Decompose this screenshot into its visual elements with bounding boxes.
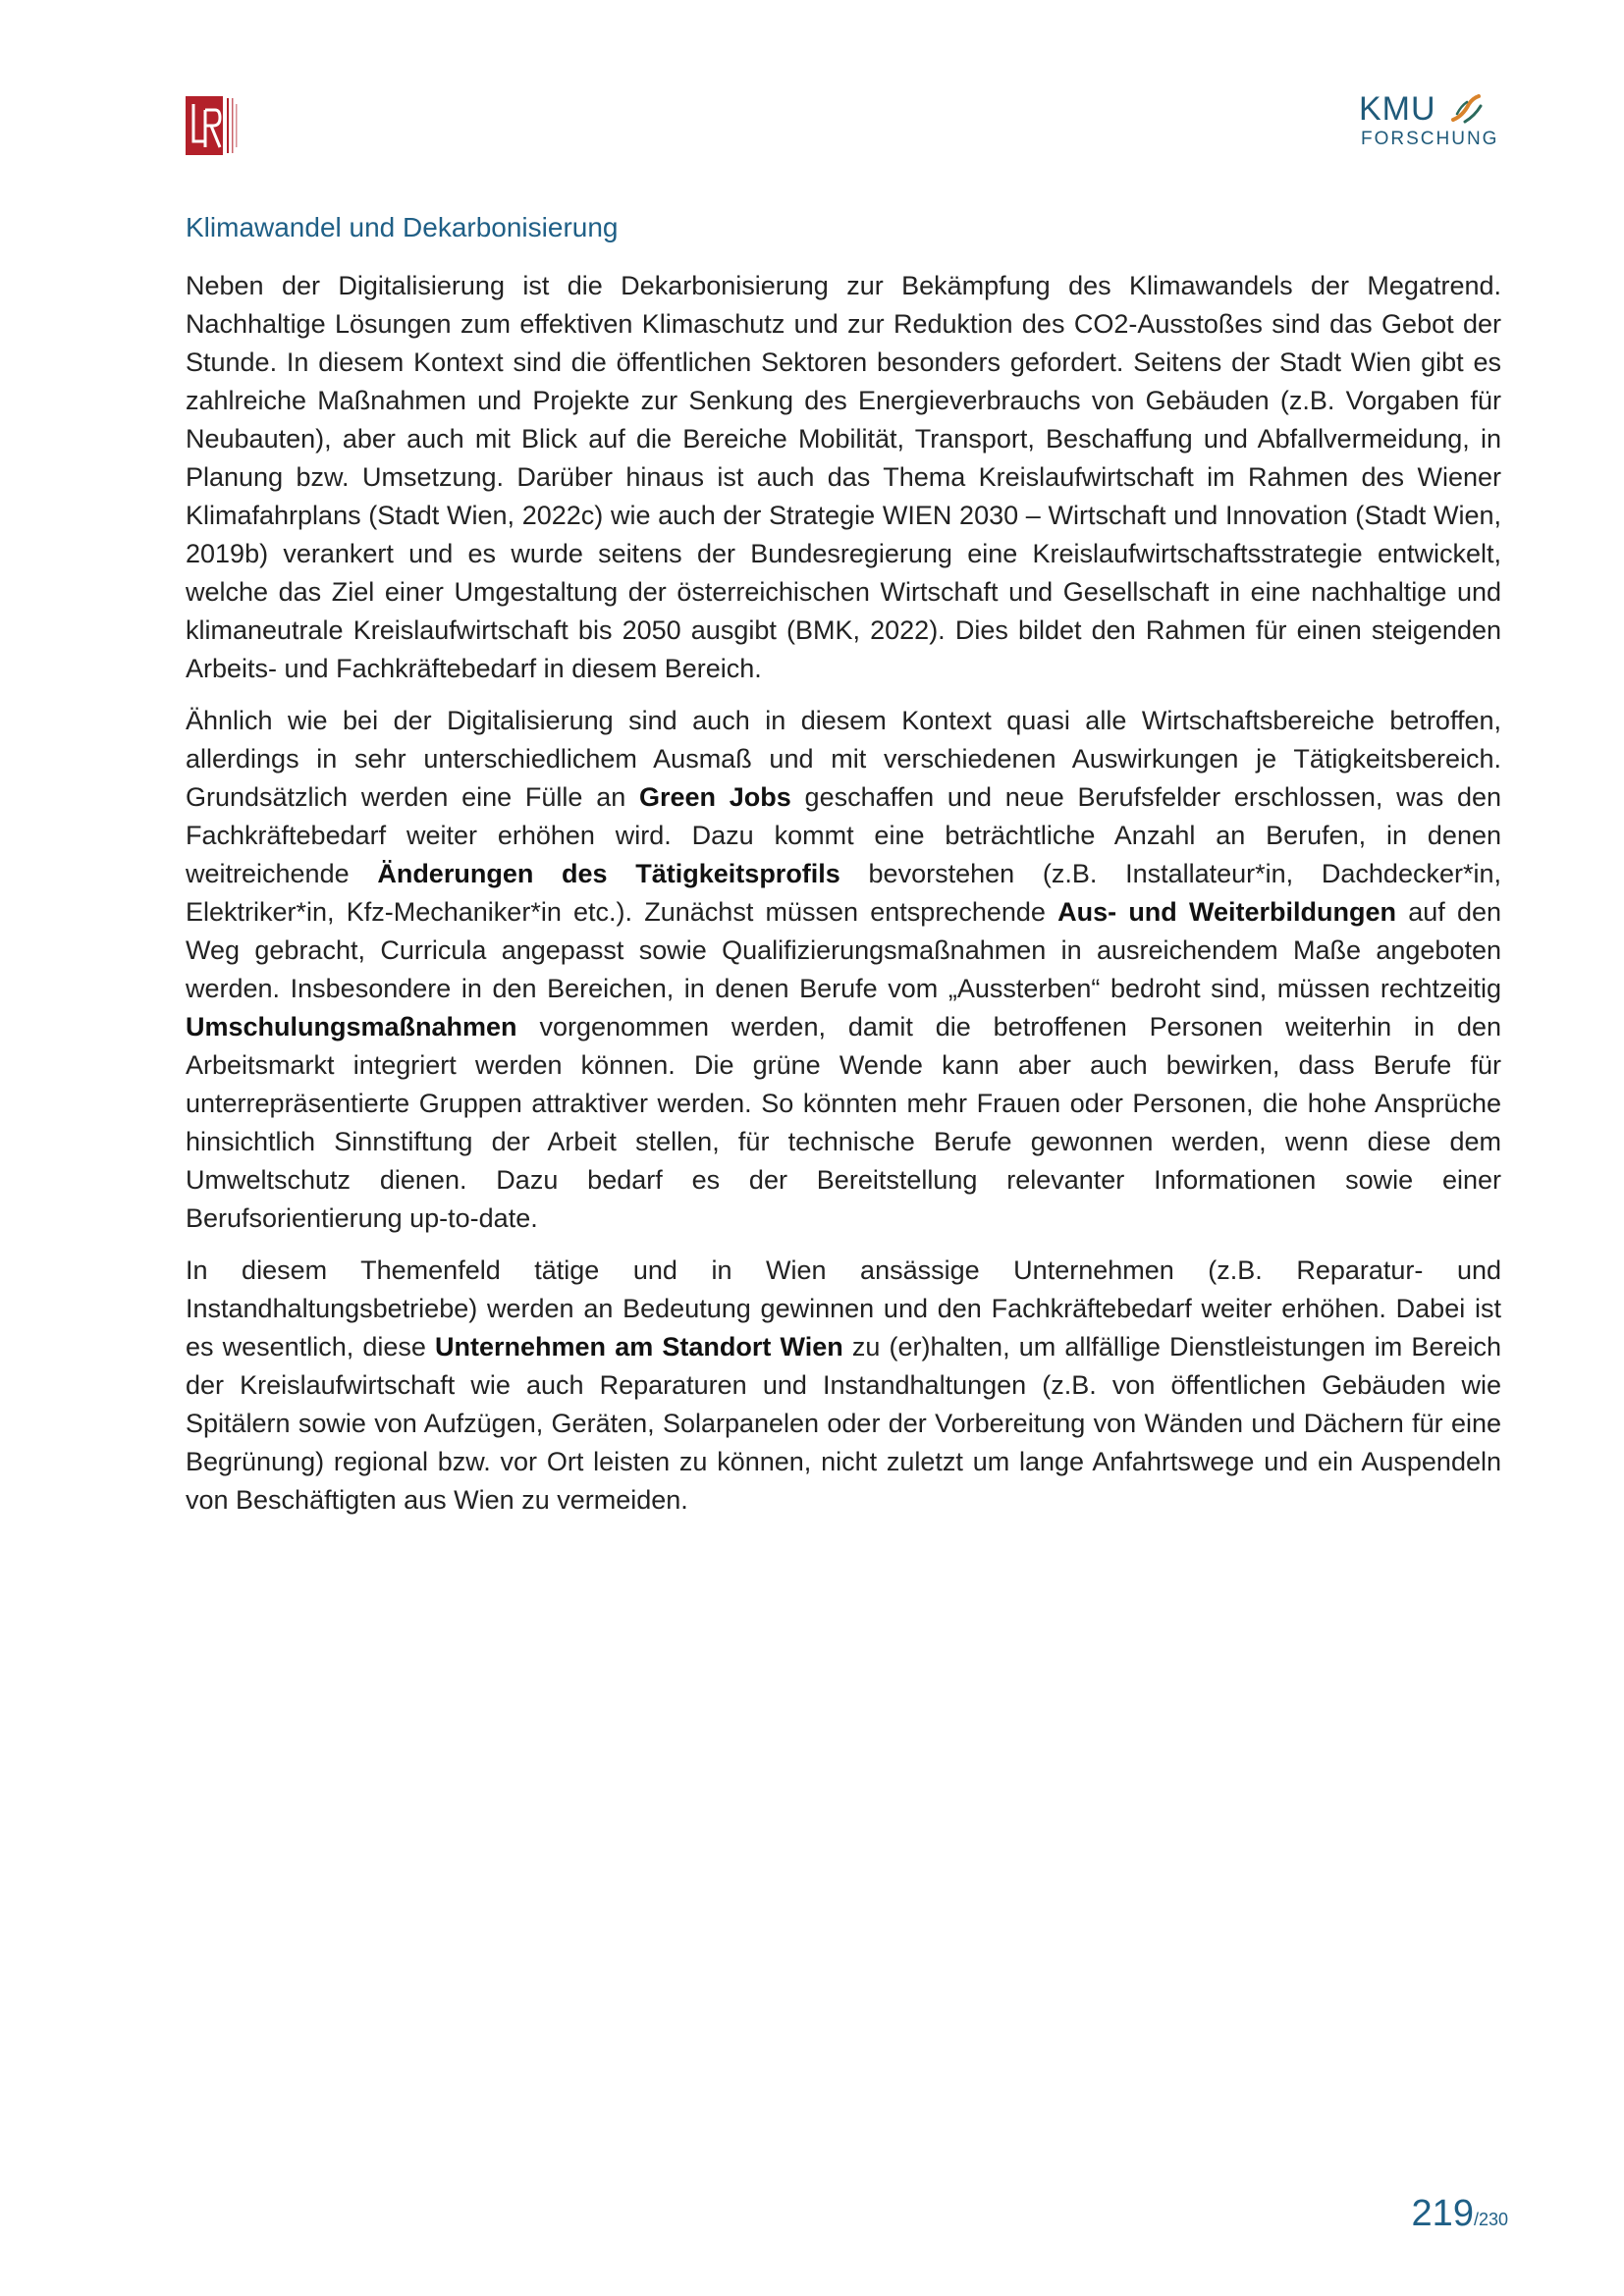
main-content [186, 208, 1501, 1533]
paragraph-2-text-2: geschaffen und neue Berufsfelder erschlossen, was den Fachkräftebedarf weiter erhöhen wird. Dazu kommt eine beträchtliche Anzahl an Berufen, in denen weitreichende [186, 782, 1501, 888]
paragraph-2-text-4: auf den Weg gebracht, Curricula angepasst sowie Qualifizierungsmaßnahmen in ausreichendem Maße angeboten werden. Insbesondere in den Bereichen, in denen Berufe vom „Aussterben“ bedroht sind, müssen rechtzeitig [186, 897, 1501, 1003]
page-number [1412, 2195, 1508, 2232]
paragraph-2 [186, 702, 1501, 1238]
logo-forschung-text: FORSCHUNG [1361, 129, 1499, 149]
emphasis-unternehmen-standort-wien: Unternehmen am Standort Wien [435, 1332, 843, 1362]
kmu-forschung-logo-icon [1359, 88, 1499, 157]
leaf-mark-icon [1449, 94, 1487, 124]
emphasis-aus-weiterbildungen: Aus- und Weiterbildungen [1057, 897, 1396, 927]
logo-kmu-text: KMU [1359, 90, 1436, 128]
page-number-current: 219 [1411, 2193, 1474, 2234]
paragraph-3 [186, 1252, 1501, 1520]
paragraph-3-text-1: In diesem Themenfeld tätige und in Wien ansässige Unternehmen (z.B. Reparatur- und Instandhaltungsbetriebe) werden an Bedeutung gewinnen und den Fachkräftebedarf weiter erhöhen. Dabei ist es wesentlich, diese [186, 1255, 1501, 1362]
paragraph-1: Neben der Digitalisierung ist die Dekarbonisierung zur Bekämpfung des Klimawandels der Megatrend. Nachhaltige Lösungen zum effektiven Klimaschutz und zur Reduktion des CO2-Ausstoßes sind das Gebot der Stunde. In diesem Kontext sind die öffentlichen Sektoren besonders gefordert. Seitens der Stadt Wien gibt es zahlreiche Maßnahmen und Projekte zur Senkung des Energieverbrauchs von Gebäuden (z.B. Vorgaben für Neubauten), aber auch mit Blick auf die Bereiche Mobilität, Transport, Beschaffung und Abfallvermeidung, in Planung bzw. Umsetzung. Darüber hinaus ist auch das Thema Kreislaufwirtschaft im Rahmen des Wiener Klimafahrplans (Stadt Wien, 2022c) wie auch der Strategie WIEN 2030 – Wirtschaft und Innovation (Stadt Wien, 2019b) verankert und es wurde seitens der Bundesregierung eine Kreislaufwirtschaftsstrategie entwickelt, welche das Ziel einer Umgestaltung der österreichischen Wirtschaft und Gesellschaft in eine nachhaltige und klimaneutrale Kreislaufwirtschaft bis 2050 ausgibt (BMK, 2022). Dies bildet den Rahmen für einen steigenden Arbeits- und Fachkräftebedarf in diesem Bereich. [186, 271, 1501, 683]
paragraph-2-text-5: vorgenommen werden, damit die betroffenen Personen weiterhin in den Arbeitsmarkt integriert werden können. Die grüne Wende kann aber auch bewirken, dass Berufe für unterrepräsentierte Gruppen attraktiver werden. So könnten mehr Frauen oder Personen, die hohe Ansprüche hinsichtlich Sinnstiftung der Arbeit stellen, für technische Berufe gewonnen werden, wenn diese dem Umweltschutz dienen. Dazu bedarf es der Bereitstellung relevanter Informationen sowie einer Berufsorientierung up-to-date. [186, 1012, 1501, 1233]
paragraph-2-text-1: Ähnlich wie bei der Digitalisierung sind auch in diesem Kontext quasi alle Wirtschaftsbereiche betroffen, allerdings in sehr unterschiedlichem Ausmaß und mit verschiedenen Auswirkungen je Tätigkeitsbereich. Grundsätzlich werden eine Fülle an [186, 706, 1501, 812]
paragraph-3-text-2: zu (er)halten, um allfällige Dienstleistungen im Bereich der Kreislaufwirtschaft wie auch Reparaturen und Instandhaltungen (z.B. von öffentlichen Gebäuden wie Spitälern sowie von Aufzügen, Geräten, Solarpanelen oder der Vorbereitung von Wänden und Dächern für eine Begrünung) regional bzw. vor Ort leisten zu können, nicht zuletzt um lange Anfahrtswege und ein Auspendeln von Beschäftigten aus Wien zu vermeiden. [186, 1332, 1501, 1515]
emphasis-green-jobs: Green Jobs [638, 782, 791, 812]
lr-logo-icon [186, 96, 241, 155]
section-heading: Klimawandel und Dekarbonisierung [186, 212, 619, 242]
emphasis-aenderungen-taetigkeitsprofils: Änderungen des Tätigkeitsprofils [377, 859, 840, 888]
paragraph-2-text-3: bevorstehen (z.B. Installateur*in, Dachdecker*in, Elektriker*in, Kfz-Mechaniker*in etc.). Zunächst müssen entsprechende [186, 859, 1501, 927]
emphasis-umschulungsmassnahmen: Umschulungsmaßnahmen [186, 1012, 517, 1041]
page-number-total: /230 [1473, 2210, 1508, 2229]
